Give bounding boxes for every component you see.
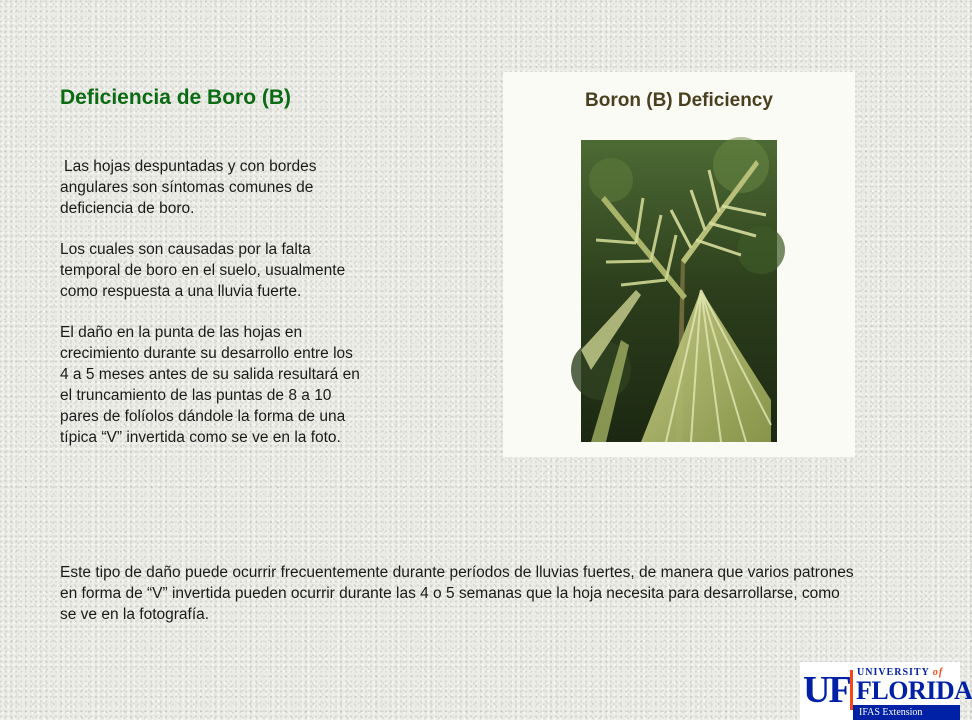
florida-wordmark: FLORIDA (856, 676, 972, 705)
paragraph-cause: Los cuales son causadas por la falta temporal de boro en el suelo, usualmente como respuesta a una lluvia fuerte. (60, 241, 346, 300)
figure-caption: Boron (B) Deficiency (585, 90, 773, 111)
left-text-column (60, 156, 360, 468)
figure-card (503, 72, 855, 457)
paragraph-symptoms: Las hojas despuntadas y con bordes angulares son síntomas comunes de deficiencia de boro. (60, 158, 317, 217)
bottom-paragraph: Este tipo de daño puede ocurrir frecuentemente durante períodos de lluvias fuertes, de manera que varios patrones en forma de “V” invertida pueden ocurrir durante las 4 o 5 semanas que la hoja necesita para desarrollarse, como se ve en la fotografía. (60, 564, 854, 623)
uf-monogram: UF (803, 669, 850, 711)
ifas-extension-label: IFAS Extension (853, 705, 960, 720)
paragraph-damage: El daño en la punta de las hojas en crecimiento durante su desarrollo entre los 4 a 5 meses antes de su salida resultará en el truncamiento de las puntas de 8 a 10 pares de folíolos dándole la forma de una típica “V” invertida como se ve en la foto. (60, 324, 360, 446)
palm-leaf-illustration (581, 140, 777, 442)
university-of-text: UNIVERSITY of (857, 667, 944, 678)
slide-title: Deficiencia de Boro (B) (60, 86, 292, 109)
palm-leaf-photo (581, 140, 777, 442)
uf-ifas-logo (800, 662, 972, 720)
logo-divider (850, 670, 853, 710)
